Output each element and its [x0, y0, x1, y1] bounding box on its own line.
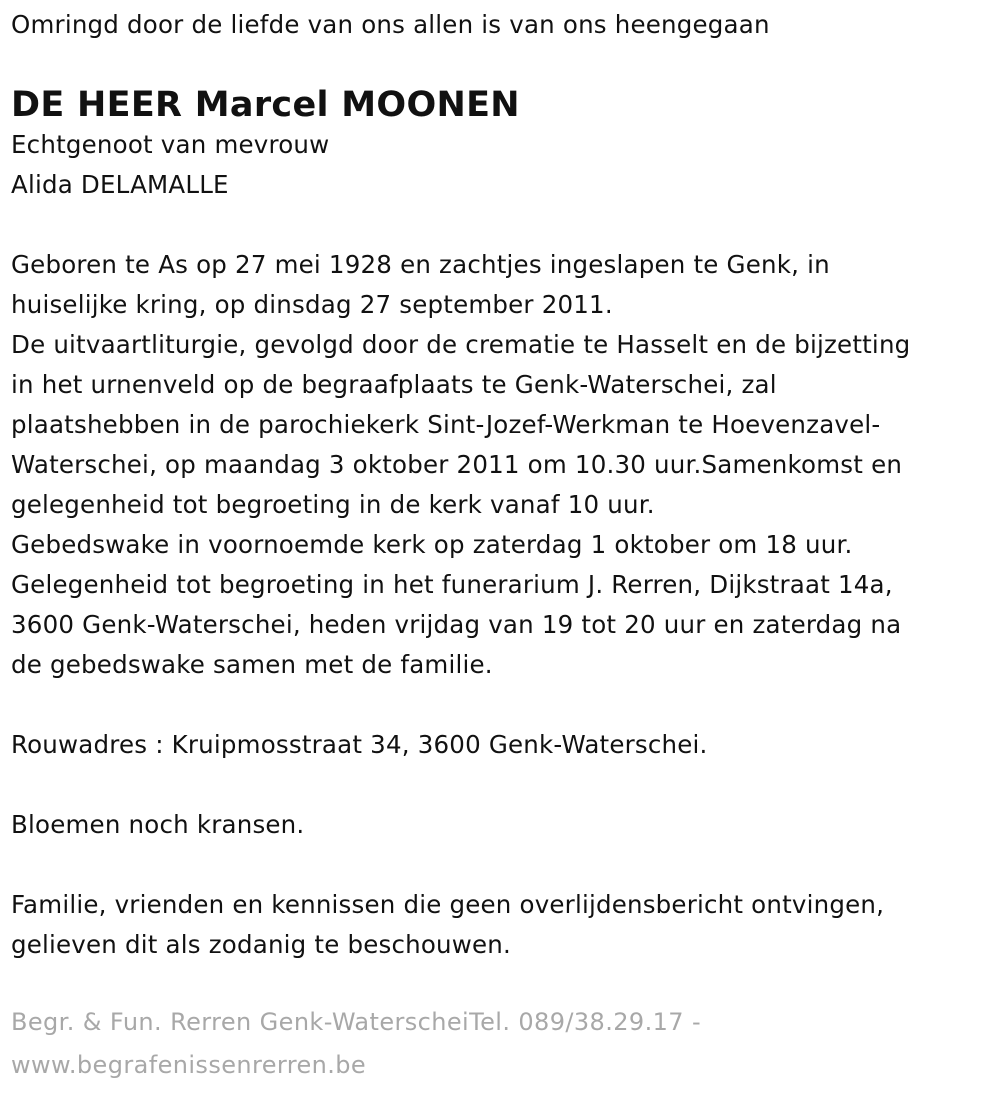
intro-text: Omringd door de liefde van ons allen is van ons heengegaan [11, 10, 770, 39]
spacer [11, 205, 986, 245]
mourning-address: Rouwadres : Kruipmosstraat 34, 3600 Genk-Waterschei. [11, 730, 708, 759]
details-line: Gelegenheid tot begroeting in het funerarium J. Rerren, Dijkstraat 14a, [11, 570, 893, 599]
death-notice [11, 0, 986, 1087]
details-line: Gebedswake in voornoemde kerk op zaterdag 1 oktober om 18 uur. [11, 530, 853, 559]
spouse-line: Echtgenoot van mevrouw [11, 130, 330, 159]
closing-line: gelieven dit als zodanig te beschouwen. [11, 930, 512, 959]
flowers-note: Bloemen noch kransen. [11, 810, 305, 839]
spacer [11, 685, 986, 725]
details-line: De uitvaartliturgie, gevolgd door de crematie te Hasselt en de bijzetting [11, 330, 911, 359]
details-line: plaatshebben in de parochiekerk Sint-Jozef-Werkman te Hoevenzavel- [11, 410, 881, 439]
details-line: in het urnenveld op de begraafplaats te Genk-Waterschei, zal [11, 370, 777, 399]
details-line: gelegenheid tot begroeting in de kerk vanaf 10 uur. [11, 490, 655, 519]
spacer [11, 765, 986, 805]
funeral-home-footer [11, 1001, 986, 1087]
deceased-name: DE HEER Marcel MOONEN [11, 85, 520, 125]
details-line: de gebedswake samen met de familie. [11, 650, 493, 679]
spouse-name: Alida DELAMALLE [11, 170, 229, 199]
footer-line: Begr. & Fun. Rerren Genk-WaterscheiTel. 089/38.29.17 - [11, 1008, 702, 1036]
closing-paragraph [11, 885, 986, 965]
spacer [11, 845, 986, 885]
details-line: 3600 Genk-Waterschei, heden vrijdag van 19 tot 20 uur en zaterdag na [11, 610, 902, 639]
spouse-block [11, 125, 986, 205]
details-paragraph [11, 245, 986, 685]
closing-line: Familie, vrienden en kennissen die geen overlijdensbericht ontvingen, [11, 890, 885, 919]
details-line: Geboren te As op 27 mei 1928 en zachtjes ingeslapen te Genk, in [11, 250, 830, 279]
details-line: Waterschei, op maandag 3 oktober 2011 om 10.30 uur.Samenkomst en [11, 450, 903, 479]
footer-website: www.begrafenissenrerren.be [11, 1051, 367, 1079]
details-line: huiselijke kring, op dinsdag 27 september 2011. [11, 290, 613, 319]
